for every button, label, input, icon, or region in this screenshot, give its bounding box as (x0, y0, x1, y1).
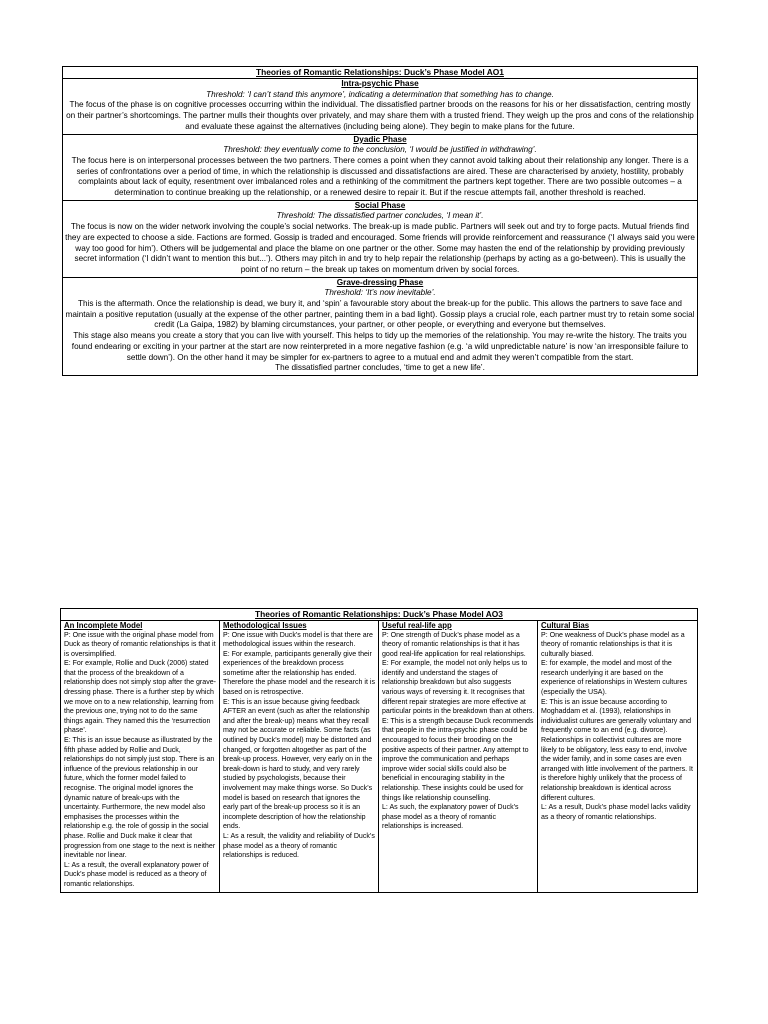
section-threshold: Threshold: ‘It’s now inevitable’. (324, 288, 436, 298)
grave-dressing-section (63, 278, 697, 375)
intra-psychic-section (63, 79, 697, 135)
column-paragraph: L: As such, the explanatory power of Duck’s phase model as a theory of romantic relationships is increased. (382, 804, 519, 831)
column-paragraph: E: This is an issue because giving feedback AFTER an event (such as after the relationship and after the break-up) means what they recall may not be accurate or reliable. Some facts (as outlined by Duck’s model) may be distorted and changed, or forgotten altogether as part of the break-up process. However, very early on in the break-down is hard to study, and very rarely studied by psychologists, because their involvement may make things worse. So Duck’s model is based on research that ignores the early part of the break-up process so it is an incomplete description of how the relationship ends. (223, 698, 373, 831)
column-paragraph: E: This is a strength because Duck recommends that people in the intra-psychic phase could be encouraged to focus their brooding on the positive aspects of their partner. Any attempt to improve the communication and perhaps improve wider social skills could also be beneficial in encouraging stability in the relationship. These insights could be used for things like relationship counselling. (382, 717, 534, 802)
column-paragraph: E: for example, the model and most of the research underlying it are based on the experience of relationships in Western cultures (especially the USA). (541, 660, 687, 697)
column-paragraph: P: One weakness of Duck’s phase model as a theory of romantic relationships is that it is culturally biased. (541, 631, 685, 658)
incomplete-model-column (61, 621, 220, 892)
column-paragraph: E: This is an issue because as illustrated by the fifth phase added by Rollie and Duck, relationships do not simply just stop. There is an influence of the previous relationship in our future, which the former model failed to recognise. The original model ignores the dynamic nature of break-ups with the uncertainty. Furthermore, the new model also emphasises the processes within the relationship e.g. the role of gossip in the social phase. Rollie and Duck make it clear that progression from one stage to the next is neither inevitable nor linear. (64, 737, 216, 860)
column-paragraph: P: One issue with Duck’s model is that there are methodological issues within the research. (223, 631, 373, 649)
real-life-app-column (379, 621, 538, 892)
ao3-table (60, 608, 698, 893)
ao1-table (62, 66, 698, 376)
section-heading: Dyadic Phase (353, 134, 407, 144)
column-paragraph: E: For example, participants generally give their experiences of the breakdown process sometime after the relationship has ended. Therefore the phase model and the research it is based on is retrospective. (223, 650, 375, 697)
column-heading: Cultural Bias (541, 621, 590, 630)
column-paragraph: E: For example, Rollie and Duck (2006) stated that the process of the breakdown of a relationship does not simply stop after the grave-dressing phase. There is a further step by which we move on to a new relationship, learning from the previous one, trying not to do the same things again. They named this the ‘resurrection phase’. (64, 660, 216, 735)
column-heading: Useful real-life app (382, 621, 452, 630)
column-heading: Methodological Issues (223, 621, 307, 630)
column-paragraph: L: As a result, the overall explanatory power of Duck’s phase model is reduced as a theory of romantic relationships. (64, 861, 209, 888)
column-paragraph: P: One strength of Duck’s phase model as a theory of romantic relationships is that it has good real-life application for real relationships. (382, 631, 526, 658)
column-heading: An Incomplete Model (64, 621, 143, 630)
column-paragraph: L: As a result, the validity and reliability of Duck’s phase model as a theory of romantic relationships is reduced. (223, 832, 375, 860)
section-paragraph: This stage also means you create a story that you can live with yourself. This helps to tidy up the memories of the relationship. You may re-write the history. The traits you found endearing or exciting in your partner at the start are now reinterpreted in a more negative fashion (e.g. ‘a wild unpredictable nature’ is now ‘an irresponsible failure to settle down’). On the other hand it may be simpler for ex-partners to agree to a mutual end and admit they weren’t compatible from the start. (71, 331, 689, 362)
social-section (63, 201, 697, 278)
column-paragraph: P: One issue with the original phase model from Duck as theory of romantic relationships is that it is oversimplified. (64, 631, 216, 658)
ao3-columns (61, 621, 697, 892)
column-paragraph: E: This is an issue because according to Moghaddam et al. (1993), relationships in individualist cultures are generally voluntary and frequently come to an end (e.g. divorce). Relationships in collectivist cultures are more likely to be obligatory, less easy to end, involve the wider family, and in some cases are even arranged with little involvement of the partners. It is therefore highly unlikely that the process of relationship breakdown is identical across different cultures. (541, 698, 693, 802)
section-paragraph: The focus is now on the wider network involving the couple’s social networks. The break-up is made public. Partners will seek out and try to forge pacts. Mutual friends find they are expected to choose a side. Factions are formed. Gossip is traded and encouraged. Some friends will provide reinforcement and reassurance (‘I always said you were way too good for him’). Others will be judgemental and place the blame on one partner or the other. Some may hasten the end of the relationship by providing previously secret information (‘I didn’t want to mention this but...’). Others may pitch in and try to help repair the relationship (perhaps by acting as a go-between). This is usually the point of no return – the break up takes on momentum driven by social forces. (65, 222, 695, 274)
ao1-title: Theories of Romantic Relationships: Duck’s Phase Model AO1 (63, 67, 697, 79)
cultural-bias-column (538, 621, 697, 892)
column-paragraph: E: For example, the model not only helps us to identify and understand the stages of relationship breakdown but also suggests various ways of reversing it. It recognises that different repair strategies are more effective at particular points in the breakdown than at others. (382, 660, 535, 716)
section-threshold: Threshold: ‘I can’t stand this anymore’, indicating a determination that something has to change. (206, 89, 554, 99)
ao3-title: Theories of Romantic Relationships: Duck’s Phase Model AO3 (61, 609, 697, 621)
section-heading: Grave-dressing Phase (336, 277, 424, 287)
section-paragraph: The dissatisfied partner concludes, ‘time to get a new life’. (275, 363, 485, 373)
section-heading: Social Phase (354, 200, 406, 210)
section-paragraph: The focus of the phase is on cognitive processes occurring within the individual. The dissatisfied partner broods on the reasons for his or her dissatisfaction, centring mostly on their partner’s shortcomings. The partner mulls their thoughts over privately, and may share them with a trusted friend. They weigh up the pros and cons of the relationship and evaluate these against the alternatives (including being alone). They begin to make plans for the future. (66, 100, 694, 131)
section-paragraph: The focus here is on interpersonal processes between the two partners. There comes a point when they cannot avoid talking about their relationship any longer. There is a series of confrontations over a period of time, in which the relationship is discussed and dissatisfactions are aired. These are characterised by anxiety, hostility, probably complaints about lack of equity, resentment over imbalanced roles and a rethinking of the commitment the partners kept together. There are two possible outcomes – a determination to continue breaking up the relationship, or a renewed desire to repair it. But if the rescue attempts fail, another threshold is reached. (71, 155, 689, 198)
section-threshold: Threshold: they eventually come to the conclusion, ‘I would be justified in withdrawing’. (223, 145, 537, 155)
dyadic-section (63, 135, 697, 201)
section-paragraph: This is the aftermath. Once the relationship is dead, we bury it, and ‘spin’ a favourable story about the break-up for the public. This allows the partners to save face and maintain a positive reputation (usually at the expense of the other partner, painting them in a bad light). Gossip plays a crucial role, each partner must try to retain some social credit (La Gaipa, 1982) by blaming circumstances, your partner, or other people, or everything and everyone but themselves. (65, 299, 695, 330)
section-heading: Intra-psychic Phase (341, 79, 419, 88)
section-threshold: Threshold: The dissatisfied partner concludes, ‘I mean it’. (276, 211, 484, 221)
column-paragraph: L: As a result, Duck’s phase model lacks validity as a theory of romantic relationships. (541, 804, 691, 821)
methodological-issues-column (220, 621, 379, 892)
